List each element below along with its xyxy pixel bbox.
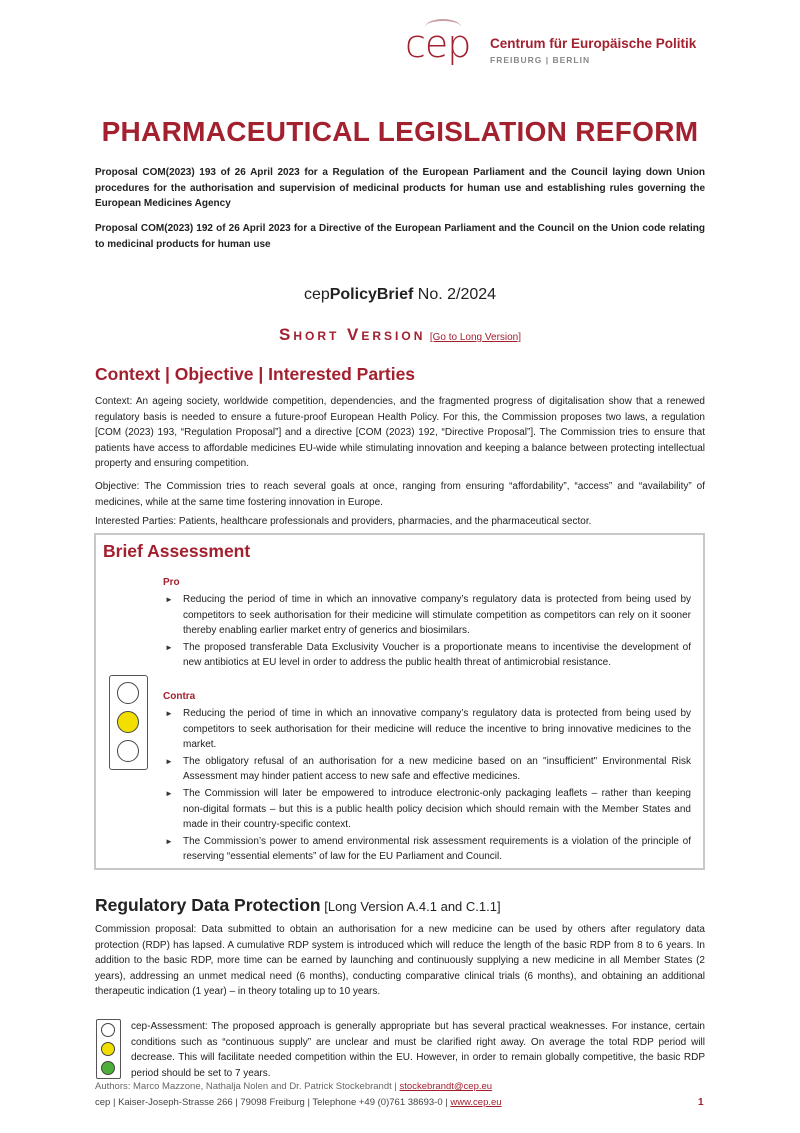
page-title: PHARMACEUTICAL LEGISLATION REFORM: [101, 116, 699, 147]
traffic-light-middle-lamp: [101, 1042, 115, 1056]
pro-list: [163, 592, 691, 672]
list-item: ► Reducing the period of time in which an innovative company’s regulatory data is protected from being used by competitors to seek authorisation for their medicine will stimulate competition as competitors can rely on it sooner thereby enabling earlier market entry of generics and biosimilars.: [163, 592, 691, 639]
policy-brief-number: cepPolicyBrief No. 2/2024: [303, 286, 497, 303]
long-version-link[interactable]: [Go to Long Version]: [429, 332, 522, 343]
org-name: Centrum für Europäische Politik: [490, 36, 697, 51]
traffic-light-bottom-lamp: [117, 740, 139, 762]
rdp-heading: Regulatory Data Protection [Long Version A.4.1 and C.1.1]: [95, 895, 501, 915]
address-line: cep | Kaiser-Joseph-Strasse 266 | 79098 Freiburg | Telephone +49 (0)761 38693-0 | www.cep.eu: [95, 1097, 502, 1108]
short-version-line: [0, 325, 800, 345]
pro-label: Pro: [163, 577, 180, 588]
brief-assessment-heading: Brief Assessment: [103, 541, 251, 561]
website-link[interactable]: www.cep.eu: [450, 1097, 502, 1108]
list-item: ► Reducing the period of time in which an innovative company’s regulatory data is protected from being used by competitors to seek authorisation for their medicine will reduce the incentive to bring innovative medicines to the market.: [163, 706, 691, 753]
author-email-link[interactable]: stockebrandt@cep.eu: [399, 1081, 493, 1092]
traffic-light-middle-lamp: [117, 711, 139, 733]
traffic-light-bottom-lamp: [101, 1061, 115, 1075]
list-item: ► The Commission will later be empowered to introduce electronic-only packaging leaflets – rather than keeping non-digital formats – but this is a public health policy decision which should remain with the Member States and made in their country-specific context.: [163, 786, 691, 833]
list-item: ► The obligatory refusal of an authorisation for a new medicine based on an "insufficient" Environmental Risk Assessment may hinder patient access to new safe and effective medicines.: [163, 754, 691, 785]
short-version-label: Short Version: [278, 325, 426, 344]
contra-label: Contra: [163, 691, 196, 702]
cep-logo: cep: [405, 22, 471, 66]
rdp-proposal-paragraph: Commission proposal: Data submitted to obtain an authorisation for a new medicine can be used by others after regulatory data protection (RDP) has lapsed. A cumulative RDP system is introduced which will reduce the length of the basic RDP from 8 to 6 years. In addition to the basic RDP, more time can be earned by launching and continuously supplying a new medicine in all Member States (2 years), addressing an unmet medical need (6 months), conducting comparative clinical trials (6 months), and obtaining an additional therapeutic indication (1 year) – in theory totaling up to 10 years.: [95, 924, 705, 998]
authors-line: Authors: Marco Mazzone, Nathalja Nolen and Dr. Patrick Stockebrandt | stockebrandt@cep.eu: [95, 1081, 493, 1092]
traffic-light-top-lamp: [101, 1023, 115, 1037]
proposal-regulation: Proposal COM(2023) 193 of 26 April 2023 for a Regulation of the European Parliament and the Council laying down Union procedures for the authorisation and supervision of medicinal products for human use and establishing rules governing the European Medicines Agency: [95, 167, 705, 210]
traffic-light-small-icon: [96, 1019, 121, 1079]
list-item: ► The proposed transferable Data Exclusivity Voucher is a proportionate means to incentivise the development of new antibiotics at EU level in order to address the public health threat of antimicrobial resistance.: [163, 640, 691, 671]
context-heading: Context | Objective | Interested Parties: [95, 364, 416, 384]
contra-list: [163, 706, 691, 866]
traffic-light-top-lamp: [117, 682, 139, 704]
objective-paragraph: Objective: The Commission tries to reach several goals at once, ranging from ensuring “affordability”, “access” and “availability” of medicines, while at the same time fostering innovation in Europe.: [95, 481, 705, 508]
cep-assessment-paragraph: cep-Assessment: The proposed approach is generally appropriate but has several practical weaknesses. For instance, certain conditions such as “continuous supply” are unclear and must be clarified right away. On average the total RDP period will decrease. This will facilitate needed competition within the EU. However, in order to remain globally competitive, the basic RDP period should be set to 7 years.: [131, 1021, 705, 1079]
list-item: ► The Commission’s power to amend environmental risk assessment requirements is a violation of the principle of reserving “essential elements” of law for the EU Parliament and Council.: [163, 834, 691, 865]
proposal-directive: Proposal COM(2023) 192 of 26 April 2023 for a Directive of the European Parliament and the Council on the Union code relating to medicinal products for human use: [95, 223, 705, 250]
context-paragraph: Context: An ageing society, worldwide competition, dependencies, and the fragmented progress of digitalisation show that a renewed regulatory basis is needed to ensure a future-proof European Health Policy. For this, the Commission proposes two laws, a regulation [COM (2023) 193, “Regulation Proposal”] and a directive [COM (2023) 192, “Directive Proposal”]. The Commission tries to ensure that patients have access to affordable medicines EU-wide while stimulating innovation and keeping a balance between protecting intellectual property and ensuring competition.: [95, 396, 705, 470]
org-locations: FREIBURG | BERLIN: [490, 55, 591, 65]
page-number: 1: [698, 1097, 704, 1108]
interested-parties-paragraph: Interested Parties: Patients, healthcare professionals and providers, pharmacies, and the pharmaceutical sector.: [95, 516, 592, 527]
traffic-light-icon: [109, 675, 148, 770]
